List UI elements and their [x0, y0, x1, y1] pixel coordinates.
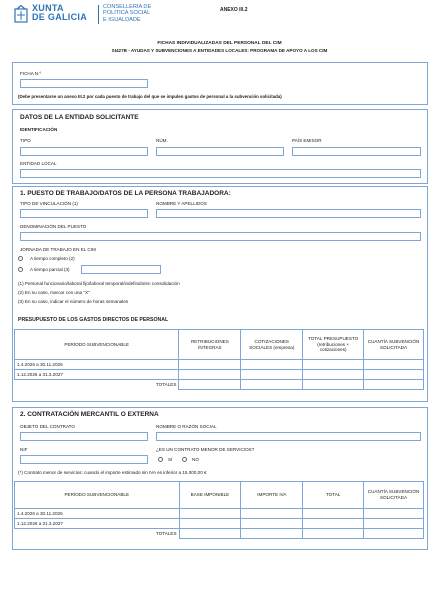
nif-label: NIF	[20, 447, 28, 452]
entidad-local-field[interactable]	[20, 169, 421, 178]
totales-base-cell[interactable]	[179, 529, 241, 539]
page-subtitle: SI427B - AYUDAS Y SUBVENCIONES A ENTIDADES LOCALES: PROGRAMA DE APOYO A LOS CIM	[111, 48, 328, 53]
num-label: NÚM.	[156, 138, 168, 143]
col-periodo: PERÍODO SUBVENCIONABLE	[15, 330, 179, 360]
table-row	[15, 360, 424, 370]
periodo-cell: 1.12.2026 a 31.3.2027	[15, 519, 180, 529]
col-retribuciones: RETRIBUCIONES ÍNTEGRAS	[179, 330, 241, 360]
total-cell[interactable]	[303, 370, 364, 380]
si-label: SÍ	[168, 457, 173, 462]
importe-iva-cell[interactable]	[241, 519, 303, 529]
objeto-field[interactable]	[20, 432, 148, 441]
importe-iva-cell[interactable]	[241, 509, 303, 519]
col-cuantia: CUANTÍA SUBVENCIÓN SOLICITADA	[364, 482, 424, 509]
totales-iva-cell[interactable]	[241, 529, 303, 539]
col-cotizaciones: COTIZACIONES SOCIALES (empresa)	[241, 330, 303, 360]
tipo-vinculacion-label: TIPO DE VINCULACIÓN (1)	[20, 201, 78, 206]
cuantia-cell[interactable]	[364, 370, 424, 380]
base-imponible-cell[interactable]	[179, 519, 241, 529]
objeto-label: OBJETO DEL CONTRATO	[20, 424, 75, 429]
presupuesto-title: PRESUPUESTO DE LOS GASTOS DIRECTOS DE PERSONAL	[18, 317, 169, 323]
retribuciones-cell[interactable]	[179, 370, 241, 380]
totales-retribuciones-cell[interactable]	[179, 380, 241, 390]
tipo-vinculacion-field[interactable]	[20, 209, 148, 218]
si-radio[interactable]	[158, 457, 163, 462]
totales-label: TOTALES	[15, 380, 179, 390]
contratacion-table	[14, 481, 424, 539]
totales-cuantia-cell[interactable]	[364, 529, 424, 539]
periodo-cell: 1.12.2026 a 31.3.2027	[15, 370, 179, 380]
tiempo-completo-radio[interactable]	[18, 256, 23, 261]
periodo-cell: 1.4.2026 a 30.11.2026	[15, 509, 180, 519]
col-importe-iva: IMPORTE IVA	[241, 482, 303, 509]
num-field[interactable]	[156, 147, 284, 156]
conselleria-line1: CONSELLERÍA DE	[103, 4, 152, 10]
table-row	[15, 509, 424, 519]
total-cell[interactable]	[303, 509, 364, 519]
totales-total-cell[interactable]	[303, 380, 364, 390]
tipo-label: TIPO	[20, 138, 31, 143]
cotizaciones-cell[interactable]	[241, 370, 303, 380]
logo-line1: XUNTA	[32, 3, 64, 13]
totales-label: TOTALES	[15, 529, 180, 539]
totales-total-cell[interactable]	[303, 529, 364, 539]
razon-social-field[interactable]	[156, 432, 421, 441]
tiempo-parcial-radio[interactable]	[18, 267, 23, 272]
note-3: (3) En su caso, indicar el número de horas semanales	[18, 299, 129, 304]
contratacion-title: 2. CONTRATACIÓN MERCANTIL O EXTERNA	[20, 411, 159, 418]
totales-cotizaciones-cell[interactable]	[241, 380, 303, 390]
totales-cuantia-cell[interactable]	[364, 380, 424, 390]
ficha-number-field[interactable]	[20, 79, 148, 88]
no-radio[interactable]	[182, 457, 187, 462]
conselleria-name	[103, 4, 151, 23]
nombre-apellidos-label: NOMBRE Y APELLIDOS	[156, 201, 207, 206]
denominacion-label: DENOMINACIÓN DEL PUESTO	[20, 224, 87, 229]
cotizaciones-cell[interactable]	[241, 360, 303, 370]
conselleria-line2: POLÍTICA SOCIAL	[103, 10, 151, 17]
totales-row	[15, 380, 424, 390]
puesto-title: 1. PUESTO DE TRABAJO/DATOS DE LA PERSONA TRABAJADORA:	[20, 190, 231, 197]
contrato-menor-label: ¿ES UN CONTRATO MENOR DE SERVICIOS?	[156, 447, 255, 452]
col-total: TOTAL	[303, 482, 364, 509]
col-cuantia: CUANTÍA SUBVENCIÓN SOLICITADA	[364, 330, 424, 360]
table-row	[15, 370, 424, 380]
base-imponible-cell[interactable]	[179, 509, 241, 519]
col-total: TOTAL PRESUPUESTO (retribuciones + cotizaciones)	[303, 330, 364, 360]
page-title: FICHAS INDIVIDUALIZADAS DEL PERSONAL DEL CIM	[157, 41, 282, 46]
identificacion-label: IDENTIFICACIÓN	[20, 127, 58, 132]
pais-label: PAÍS EMISOR	[292, 138, 322, 143]
nombre-apellidos-field[interactable]	[156, 209, 421, 218]
denominacion-field[interactable]	[20, 232, 421, 241]
razon-social-label: NOMBRE O RAZÓN SOCIAL	[156, 424, 217, 429]
conselleria-line3: E IGUALDADE	[103, 16, 141, 23]
entidad-title: DATOS DE LA ENTIDAD SOLICITANTE	[20, 114, 139, 121]
tiempo-parcial-label: A tiempo parcial (3)	[30, 267, 70, 272]
col-base-imponible: BASE IMPONIBLE	[179, 482, 241, 509]
logo-divider	[98, 5, 99, 24]
note-2: (2) En su caso, marcar con una "X"	[18, 290, 90, 295]
col-periodo: PERÍODO SUBVENCIONABLE	[15, 482, 180, 509]
logo-line2: DE GALICIA	[32, 12, 88, 22]
cuantia-cell[interactable]	[364, 509, 424, 519]
entidad-local-label: ENTIDAD LOCAL	[20, 161, 57, 166]
ficha-note: (Debe presentarse un anexo III.2 por cada puesto de trabajo del que se impulen gastos de personal a la subvención solicitada)	[18, 94, 282, 99]
total-cell[interactable]	[303, 519, 364, 529]
total-cell[interactable]	[303, 360, 364, 370]
nif-field[interactable]	[20, 455, 148, 464]
pais-field[interactable]	[292, 147, 421, 156]
horas-semanales-field[interactable]	[81, 265, 161, 274]
no-label: NO	[192, 457, 199, 462]
cuantia-cell[interactable]	[364, 360, 424, 370]
tipo-field[interactable]	[20, 147, 148, 156]
totales-row	[15, 529, 424, 539]
retribuciones-cell[interactable]	[179, 360, 241, 370]
periodo-cell: 1.4.2026 a 30.11.2026	[15, 360, 179, 370]
cuantia-cell[interactable]	[364, 519, 424, 529]
tiempo-completo-label: A tiempo completo (2)	[30, 256, 75, 261]
jornada-label: JORNADA DE TRABAJO EN EL CIM	[20, 247, 96, 252]
xunta-emblem-icon	[14, 5, 28, 23]
contrato-menor-note: (*) Contrato menor de servicios: cuando el importe estimado sin IVA es inferior a 15.000,00 €	[18, 470, 207, 475]
note-1: (1) Personal funcionario/laboral fijo/laboral temporal/indefinido/en consolidación	[18, 281, 180, 286]
presupuesto-table	[14, 329, 424, 390]
ficha-label: FICHA N.º	[20, 71, 42, 76]
table-row	[15, 519, 424, 529]
anexo-label: ANEXO III.2	[220, 7, 248, 13]
